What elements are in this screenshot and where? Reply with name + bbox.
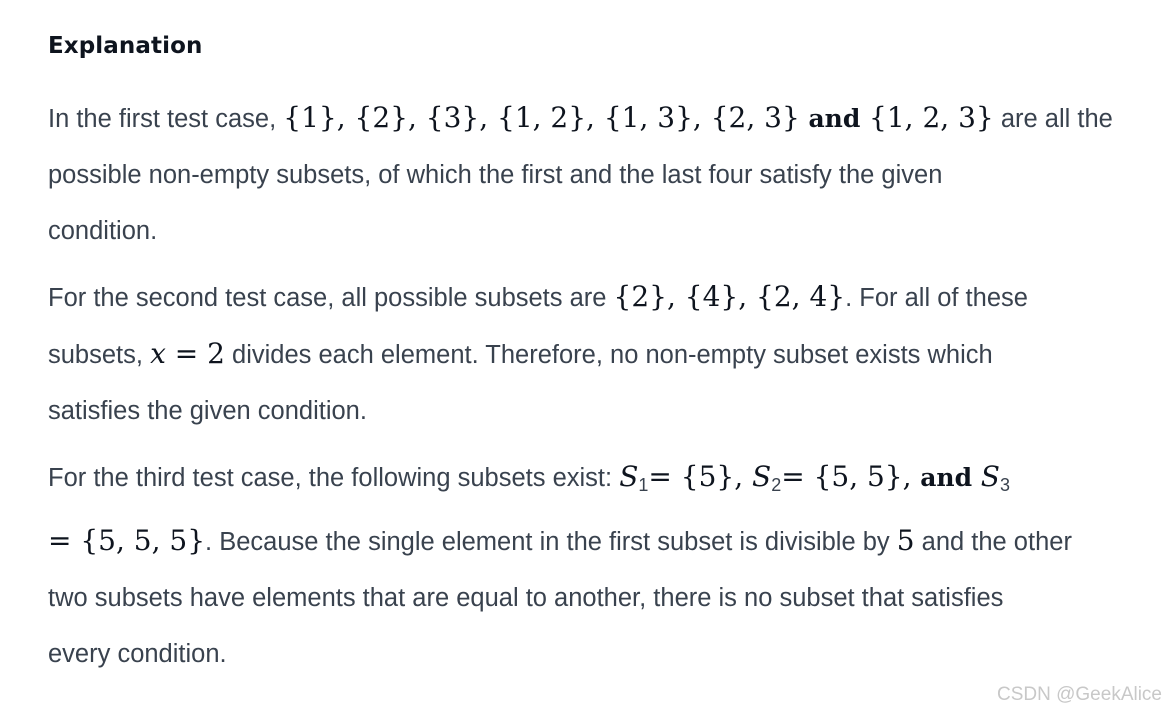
text: . For all of these [845, 284, 1028, 312]
math-sub-3: 3 [999, 475, 1010, 495]
math-sub-2: 2 [771, 475, 782, 495]
text: possible non-empty subsets, of which the first and the last four satisfy the given [48, 161, 943, 189]
text: every condition. [48, 640, 227, 668]
math-s1: S [619, 460, 639, 493]
section-heading: Explanation [48, 33, 203, 59]
text: are all the [993, 105, 1113, 133]
math-variable-x: x [150, 337, 166, 370]
text: and the other [914, 528, 1072, 556]
paragraph-first-case [48, 90, 1148, 259]
paragraph-third-case [48, 449, 1148, 682]
math-subsets: {2}, {4}, {2, 4} [613, 280, 846, 313]
math-set-1: = {5}, [648, 460, 752, 493]
text: subsets, [48, 341, 151, 369]
text: In the first test case, [48, 105, 284, 133]
math-set-2: = {5, 5}, [781, 460, 912, 493]
math-and: and [799, 104, 870, 133]
math-sub-1: 1 [638, 475, 649, 495]
math-s3: S [980, 460, 1000, 493]
watermark: CSDN @GeekAlice [997, 684, 1162, 705]
text: For the third test case, the following subsets exist: [48, 464, 620, 492]
math-subset-full: {1, 2, 3} [869, 101, 994, 134]
math-s2: S [752, 460, 772, 493]
math-and: and [911, 463, 981, 492]
text: two subsets have elements that are equal to another, there is no subset that satisfies [48, 584, 1004, 612]
explanation-section [48, 24, 1148, 682]
text: For the second test case, all possible subsets are [48, 284, 614, 312]
math-five: 5 [896, 524, 915, 557]
text: . Because the single element in the first subset is divisible by [205, 528, 897, 556]
math-equals-two: = 2 [165, 337, 225, 370]
text: divides each element. Therefore, no non-empty subset exists which [224, 341, 993, 369]
math-set-3: = {5, 5, 5} [48, 524, 206, 557]
text: satisfies the given condition. [48, 397, 367, 425]
text: condition. [48, 217, 158, 245]
math-subsets: {1}, {2}, {3}, {1, 2}, {1, 3}, {2, 3} [283, 101, 800, 134]
paragraph-second-case [48, 269, 1148, 439]
